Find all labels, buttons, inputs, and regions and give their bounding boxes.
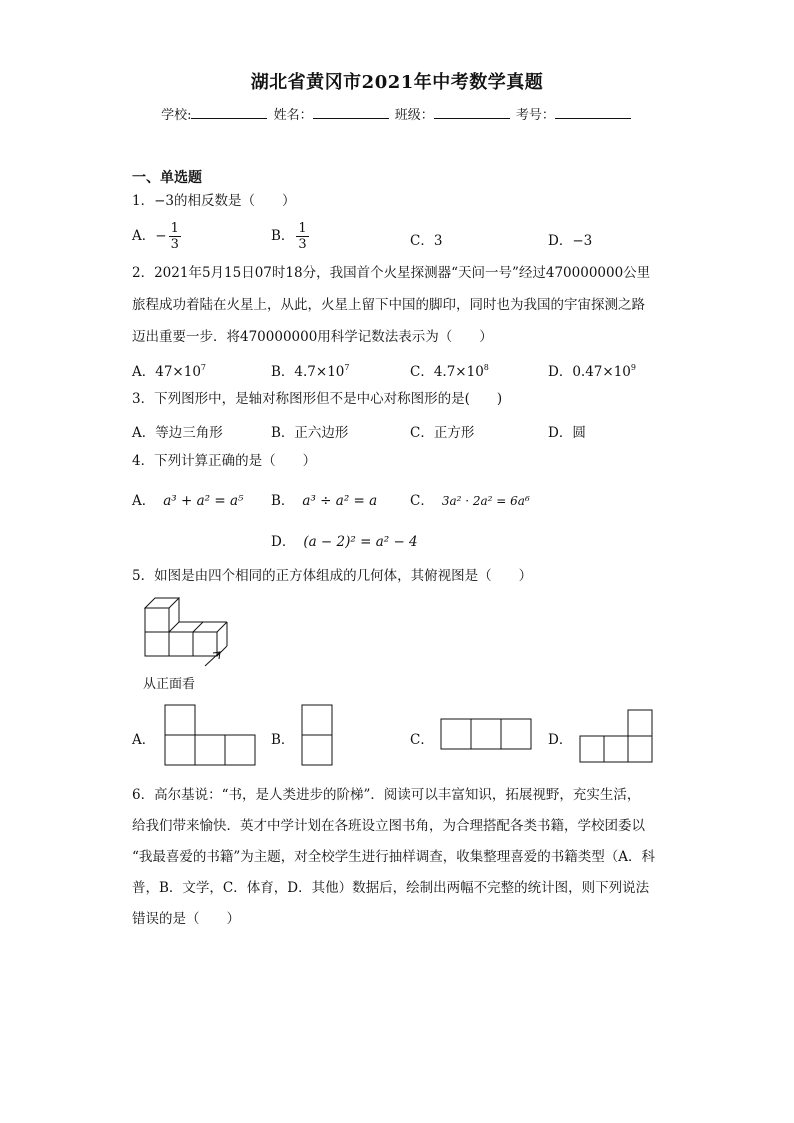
q2-c-exp: 8 <box>483 363 489 372</box>
q4-b-expr: a³ ÷ a² = a <box>302 493 378 509</box>
school-blank[interactable] <box>191 106 267 119</box>
q2-b-base: B．4.7×10 <box>271 364 345 380</box>
exam-no-blank[interactable] <box>555 106 631 119</box>
q2-option-d <box>548 360 636 380</box>
exam-no-label: 考号： <box>515 108 555 123</box>
page-title: 湖北省黄冈市2021年中考数学真题 <box>250 72 544 93</box>
q5-option-a-figure[interactable] <box>164 704 256 766</box>
q2-c-base: C．4.7×10 <box>410 364 484 380</box>
q1-b-prefix: B． <box>271 228 295 244</box>
q4-d-expr: (a − 2)² = a² − 4 <box>303 534 418 550</box>
q1-option-d: D．−3 <box>548 233 593 249</box>
q5-option-d-figure[interactable] <box>580 709 654 763</box>
q5-option-c-figure[interactable] <box>440 718 532 750</box>
q6-line-5: 错误的是（ ） <box>132 911 240 927</box>
q4-c-expr: 3a² · 2a² = 6a⁶ <box>441 494 530 508</box>
q4-option-d <box>271 530 418 550</box>
section-title: 一、单选题 <box>132 170 202 186</box>
q5-option-a-label[interactable]: A． <box>132 732 156 748</box>
q2-option-a <box>132 360 206 380</box>
q3-option-b: B．正六边形 <box>271 425 349 441</box>
q2-b-exp: 7 <box>344 363 350 372</box>
school-label: 学校: <box>161 108 192 123</box>
q1-b-num: 1 <box>298 221 307 236</box>
q4-a-label: A． <box>132 493 156 509</box>
q6-line-3: “我最喜爱的书籍”为主题，对全校学生进行抽样调查，收集整理喜爱的书籍类型（A．科 <box>132 849 656 865</box>
q3-option-a: A．等边三角形 <box>132 425 223 441</box>
q2-option-c <box>410 360 489 380</box>
q4-b-label: B． <box>271 493 295 509</box>
q6-line-1: 6．高尔基说：“书，是人类进步的阶梯”．阅读可以丰富知识，拓展视野，充实生活， <box>132 787 641 803</box>
q1-a-fraction <box>169 221 181 252</box>
q6-line-4: 普，B．文学，C．体育，D．其他）数据后，绘制出两幅不完整的统计图，则下列说法 <box>132 880 650 896</box>
q2-a-exp: 7 <box>200 363 207 372</box>
q3-stem: 3．下列图形中，是轴对称图形但不是中心对称图形的是( ) <box>132 391 503 407</box>
q6-line-2: 给我们带来愉快．英才中学计划在各班设立图书角，为合理搭配各类书籍，学校团委以 <box>132 818 645 834</box>
student-info-line <box>0 104 794 123</box>
q2-line-3: 迈出重要一步．将470000000用科学记数法表示为（ ） <box>132 329 493 345</box>
q1-a-prefix: A．− <box>132 228 167 244</box>
q4-option-b <box>271 489 377 509</box>
q1-a-den: 3 <box>170 237 179 252</box>
name-label: 姓名： <box>273 108 313 123</box>
q4-a-expr: a³ + a² = a⁵ <box>163 493 244 509</box>
q4-d-label: D． <box>271 534 296 550</box>
class-label: 班级： <box>394 108 434 123</box>
q4-stem: 4．下列计算正确的是（ ） <box>132 453 317 469</box>
q2-line-2: 旅程成功着陆在火星上，从此，火星上留下中国的脚印，同时也为我国的宇宙探测之路 <box>132 297 645 313</box>
q2-line-1: 2．2021年5月15日07时18分，我国首个火星探测器“天问一号”经过470000000公里 <box>132 265 651 281</box>
q4-option-a <box>132 489 243 509</box>
q1-stem: 1．−3的相反数是（ ） <box>132 193 296 209</box>
q1-b-den: 3 <box>298 237 307 252</box>
q5-option-d-label[interactable]: D． <box>548 732 573 748</box>
q5-stem: 5．如图是由四个相同的正方体组成的几何体，其俯视图是（ ） <box>132 568 533 584</box>
q1-a-num: 1 <box>170 221 179 236</box>
q5-option-c-label[interactable]: C． <box>410 732 434 748</box>
q2-a-base: A．47×10 <box>132 364 201 380</box>
q5-option-b-figure[interactable] <box>301 704 333 766</box>
q5-option-b-label[interactable]: B． <box>271 732 295 748</box>
q2-d-exp: 9 <box>630 363 636 372</box>
q5-solid-figure <box>140 594 240 666</box>
name-blank[interactable] <box>313 106 389 119</box>
q1-option-c: C．3 <box>410 233 443 249</box>
q1-option-a <box>132 221 181 252</box>
q3-option-d: D．圆 <box>548 425 586 441</box>
q4-c-label: C． <box>410 493 434 509</box>
class-blank[interactable] <box>434 106 510 119</box>
q3-option-c: C．正方形 <box>410 425 475 441</box>
q2-d-base: D．0.47×10 <box>548 364 631 380</box>
q4-option-c <box>410 489 530 509</box>
q1-option-b <box>271 221 309 252</box>
q5-view-label: 从正面看 <box>143 677 196 692</box>
q1-b-fraction <box>296 221 308 252</box>
q2-option-b <box>271 360 349 380</box>
